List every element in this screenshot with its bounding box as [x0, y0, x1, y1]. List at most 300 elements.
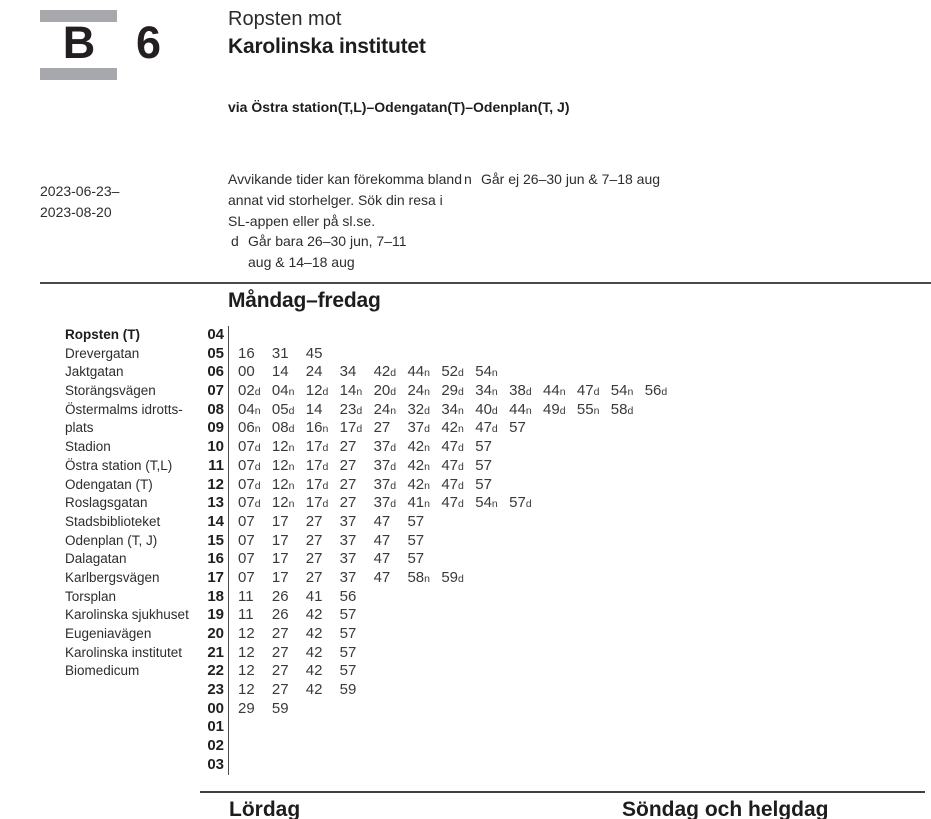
- departure-time: 47d: [441, 475, 464, 493]
- departure-time: 07d: [238, 438, 261, 456]
- departure-time: 57: [407, 550, 425, 568]
- departure-footnote-marker: d: [593, 386, 600, 399]
- departure-time: 37: [339, 568, 357, 586]
- departure-time: 42: [305, 625, 323, 642]
- departure-minutes: [228, 662, 905, 681]
- stop-name: Jaktgatan: [65, 364, 124, 380]
- departure-time: 20d: [373, 382, 397, 400]
- departure-time: 44n: [543, 382, 566, 400]
- departure-footnote-marker: d: [356, 423, 363, 436]
- departure-minutes: [228, 494, 905, 513]
- departure-time: 27: [305, 531, 323, 549]
- timetable-row: [65, 419, 905, 438]
- departure-time: 27: [271, 625, 289, 642]
- departure-time: 57: [407, 531, 425, 549]
- footnote-d-line: aug & 14–18 aug: [248, 253, 355, 270]
- departure-footnote-marker: n: [288, 460, 295, 473]
- stop-name: [65, 700, 200, 719]
- hour-label: 00: [207, 699, 224, 717]
- hour-label: 16: [207, 550, 224, 568]
- departure-footnote-marker: d: [390, 367, 397, 380]
- departure-minutes: [228, 644, 905, 663]
- departure-footnote-marker: d: [322, 386, 329, 399]
- departure-time: 27: [373, 419, 391, 437]
- departure-footnote-marker: n: [390, 404, 397, 417]
- departure-time: 37d: [373, 438, 397, 456]
- departure-time: 40d: [475, 400, 498, 418]
- timetable-row: [65, 401, 905, 420]
- departure-time: 34: [339, 363, 357, 381]
- weekday-timetable: [65, 326, 905, 775]
- departure-time: 27: [339, 438, 357, 456]
- timetable-row: [65, 513, 905, 532]
- hour-label: 02: [207, 737, 224, 755]
- hour-label: 15: [207, 531, 224, 549]
- departure-footnote-marker: d: [254, 479, 261, 492]
- departure-time: 44n: [509, 400, 532, 418]
- departure-time: 17d: [305, 438, 329, 456]
- departure-minutes: [228, 438, 905, 457]
- hour-label: 22: [207, 662, 224, 680]
- departure-time: 54n: [475, 494, 498, 512]
- departure-footnote-marker: d: [491, 404, 498, 417]
- departure-time: 14: [305, 400, 323, 418]
- departure-time: 47d: [441, 494, 464, 512]
- departure-minutes: [228, 625, 905, 644]
- departure-time: 27: [305, 512, 323, 530]
- departure-time: 24: [305, 363, 323, 381]
- departure-minutes: [228, 532, 905, 551]
- departure-footnote-marker: n: [288, 386, 295, 399]
- departure-minutes: [228, 326, 905, 345]
- departure-time: 17: [271, 550, 289, 568]
- departure-time: 47: [373, 531, 391, 549]
- stop-name: [65, 681, 200, 700]
- departure-time: 41n: [407, 494, 430, 512]
- departure-time: 42n: [407, 456, 430, 474]
- departure-footnote-marker: n: [593, 404, 600, 417]
- departure-time: 17d: [305, 494, 329, 512]
- departure-time: 47: [373, 512, 391, 530]
- timetable-row: [65, 438, 905, 457]
- departure-time: 12: [238, 662, 255, 680]
- departure-footnote-marker: n: [559, 386, 566, 399]
- departure-time: 14n: [339, 382, 363, 400]
- stop-name: Odenplan (T, J): [65, 532, 158, 548]
- departure-minutes: [228, 382, 905, 401]
- departure-time: 54n: [475, 363, 498, 381]
- departure-time: 17d: [305, 456, 329, 474]
- departure-footnote-marker: d: [390, 479, 397, 492]
- departure-minutes: [228, 681, 905, 700]
- timetable-row: [65, 588, 905, 607]
- validity-period: [40, 181, 119, 223]
- hour-label: 06: [207, 363, 224, 381]
- hour-label: 11: [208, 456, 224, 474]
- departure-footnote-marker: d: [525, 386, 532, 399]
- departure-time: 08d: [271, 419, 295, 437]
- departure-footnote-marker: d: [424, 404, 430, 417]
- stop-name: Biomedicum: [65, 663, 140, 679]
- hour-label: 13: [207, 494, 224, 512]
- departure-time: 07d: [238, 475, 261, 493]
- departure-footnote-marker: d: [254, 386, 261, 399]
- departure-footnote-marker: d: [627, 404, 634, 417]
- departure-time: 12: [238, 643, 255, 661]
- departure-time: 07d: [238, 494, 261, 512]
- timetable-row: [65, 457, 905, 476]
- stop-name: Östra station (T,L): [65, 457, 173, 473]
- departure-time: 37: [339, 550, 357, 568]
- departure-time: 17: [271, 568, 289, 586]
- departure-time: 59d: [441, 568, 464, 586]
- departure-minutes: [228, 700, 905, 719]
- timetable-row: [65, 737, 905, 756]
- departure-time: 37d: [373, 475, 397, 493]
- departure-footnote-marker: d: [458, 460, 464, 473]
- saturday-heading: Lördag: [229, 798, 301, 819]
- departure-minutes: [228, 401, 905, 420]
- departure-time: 42: [305, 662, 323, 680]
- departure-time: 47: [373, 550, 391, 568]
- stop-name: Drevergatan: [65, 345, 140, 361]
- departure-time: 37d: [373, 456, 397, 474]
- departure-time: 29: [238, 699, 255, 717]
- departure-minutes: [228, 588, 905, 607]
- departure-footnote-marker: d: [458, 479, 464, 492]
- stop-name: Eugeniavägen: [65, 626, 152, 641]
- departure-time: 42: [305, 681, 323, 699]
- footnote-d-symbol: d: [231, 233, 239, 249]
- info-note: [228, 169, 462, 232]
- timetable-row: [65, 681, 905, 700]
- timetable-row: [65, 532, 905, 551]
- departure-minutes: [228, 363, 905, 382]
- departure-footnote-marker: d: [254, 498, 261, 511]
- departure-time: 37d: [373, 494, 397, 512]
- departure-footnote-marker: d: [390, 460, 397, 473]
- hour-label: 03: [207, 755, 224, 773]
- stop-name: Dalagatan: [65, 551, 127, 567]
- departure-time: 42: [305, 643, 323, 661]
- departure-footnote-marker: n: [254, 423, 261, 436]
- timetable-row: [65, 662, 905, 681]
- departure-time: 17: [271, 512, 289, 530]
- departure-time: 47d: [576, 382, 600, 400]
- info-note-line: annat vid storhelger. Sök din resa i: [228, 192, 443, 208]
- stop-name: Storängsvägen: [65, 383, 156, 399]
- stop-name: Karlbergsvägen: [65, 569, 160, 585]
- sunday-heading: Söndag och helgdag: [622, 798, 829, 819]
- section-divider-bottom: [200, 791, 925, 793]
- departure-minutes: [228, 569, 905, 588]
- timetable-row: [65, 625, 905, 644]
- departure-time: 27: [339, 456, 357, 474]
- departure-footnote-marker: n: [288, 479, 295, 492]
- departure-time: 56: [339, 587, 357, 605]
- departure-time: 27: [305, 550, 323, 568]
- footnote-n-text: [481, 169, 660, 190]
- hour-label: 04: [207, 326, 224, 343]
- timetable-row: [65, 345, 905, 364]
- hour-label: 14: [207, 512, 224, 530]
- departure-time: 17d: [305, 475, 329, 493]
- stop-name: [65, 718, 200, 737]
- departure-time: 56d: [644, 382, 668, 400]
- stop-name: Stadsbiblioteket: [65, 513, 161, 529]
- departure-time: 05d: [271, 400, 295, 418]
- timetable-row: [65, 700, 905, 719]
- departure-time: 17d: [339, 419, 363, 437]
- route-via: via Östra station(T,L)–Odengatan(T)–Odenplan(T, J): [228, 99, 570, 115]
- departure-time: 38d: [509, 382, 532, 400]
- departure-time: 58n: [407, 568, 430, 586]
- departure-footnote-marker: d: [424, 423, 430, 436]
- departure-minutes: [228, 550, 905, 569]
- departure-time: 57: [339, 662, 357, 680]
- validity-start: 2023-06-23–: [40, 183, 120, 199]
- info-note-line: Avvikande tider kan förekomma bland: [228, 171, 462, 187]
- departure-footnote-marker: d: [356, 404, 363, 417]
- departure-time: 16: [238, 344, 255, 362]
- departure-time: 42n: [441, 419, 464, 437]
- departure-footnote-marker: n: [254, 404, 261, 417]
- departure-time: 45: [305, 344, 323, 362]
- departure-time: 42: [305, 606, 323, 624]
- departure-time: 47d: [441, 438, 464, 456]
- departure-minutes: [228, 419, 905, 438]
- timetable-row: [65, 569, 905, 588]
- stop-name: Karolinska sjukhuset: [65, 607, 189, 623]
- departure-time: 07: [238, 568, 255, 586]
- departure-time: 17: [271, 531, 289, 549]
- departure-minutes: [228, 737, 905, 756]
- route-origin: Ropsten mot: [228, 8, 342, 30]
- departure-footnote-marker: n: [424, 498, 430, 511]
- hour-label: 08: [207, 400, 224, 418]
- departure-time: 11: [238, 606, 254, 624]
- departure-time: 04n: [238, 400, 261, 418]
- departure-time: 29d: [441, 382, 464, 400]
- departure-time: 26: [271, 606, 289, 624]
- departure-time: 57: [475, 475, 492, 493]
- departure-time: 07d: [238, 456, 261, 474]
- departure-time: 31: [271, 344, 289, 362]
- departure-footnote-marker: d: [525, 498, 532, 511]
- departure-time: 59: [271, 699, 289, 717]
- stop-name: Karolinska institutet: [65, 644, 183, 660]
- departure-footnote-marker: n: [491, 367, 498, 380]
- zone-letter: B: [62, 17, 95, 68]
- departure-footnote-marker: d: [661, 386, 668, 399]
- zone-bar-bottom: [40, 68, 117, 80]
- hour-label: 12: [207, 475, 224, 493]
- departure-time: 52d: [441, 363, 464, 381]
- stop-name: Stadion: [65, 439, 111, 455]
- departure-time: 27: [305, 568, 323, 586]
- departure-footnote-marker: d: [322, 442, 329, 455]
- departure-time: 47d: [475, 419, 498, 437]
- timetable-row: [65, 363, 905, 382]
- departure-time: 57d: [509, 494, 532, 512]
- timetable-row: [65, 494, 905, 513]
- departure-footnote-marker: n: [424, 442, 430, 455]
- departure-footnote-marker: n: [288, 442, 295, 455]
- departure-footnote-marker: d: [491, 423, 498, 436]
- departure-footnote-marker: n: [491, 498, 498, 511]
- departure-time: 14: [271, 363, 289, 381]
- stop-name: Torsplan: [65, 588, 117, 604]
- departure-time: 00: [238, 363, 255, 381]
- departure-time: 04n: [271, 382, 295, 400]
- hour-label: 18: [207, 587, 224, 605]
- stop-name: Östermalms idrotts-: [65, 401, 183, 417]
- departure-time: 12n: [271, 475, 295, 493]
- departure-time: 37d: [407, 419, 430, 437]
- departure-footnote-marker: d: [288, 404, 295, 417]
- departure-time: 27: [339, 475, 357, 493]
- departure-footnote-marker: d: [390, 498, 397, 511]
- departure-time: 47d: [441, 456, 464, 474]
- section-divider-top: [40, 282, 931, 284]
- departure-time: 34n: [475, 382, 498, 400]
- timetable-row: [65, 644, 905, 663]
- stop-name: Roslagsgatan: [65, 495, 148, 511]
- departure-time: 57: [339, 643, 357, 661]
- departure-footnote-marker: n: [424, 460, 430, 473]
- footnote-n-symbol: n: [464, 171, 472, 187]
- departure-time: 57: [407, 512, 425, 530]
- departure-footnote-marker: d: [390, 386, 397, 399]
- hour-label: 09: [207, 419, 224, 437]
- departure-time: 57: [475, 456, 492, 474]
- departure-footnote-marker: n: [322, 423, 329, 436]
- departure-time: 07: [238, 512, 255, 530]
- hour-label: 07: [207, 382, 224, 400]
- departure-footnote-marker: d: [254, 442, 261, 455]
- departure-footnote-marker: d: [254, 460, 261, 473]
- departure-minutes: [228, 457, 905, 476]
- departure-footnote-marker: d: [322, 498, 329, 511]
- departure-footnote-marker: d: [458, 367, 464, 380]
- departure-time: 12n: [271, 438, 295, 456]
- departure-footnote-marker: n: [491, 386, 498, 399]
- departure-time: 37: [339, 531, 357, 549]
- departure-footnote-marker: n: [424, 572, 430, 585]
- departure-footnote-marker: n: [458, 404, 464, 417]
- departure-time: 07: [238, 531, 255, 549]
- departure-footnote-marker: d: [322, 460, 329, 473]
- hour-label: 17: [207, 568, 224, 586]
- departure-minutes: [228, 756, 905, 775]
- stop-name: [65, 756, 200, 775]
- departure-time: 11: [238, 587, 254, 605]
- departure-time: 44n: [407, 363, 430, 381]
- departure-time: 12: [238, 625, 255, 642]
- departure-time: 24n: [373, 400, 397, 418]
- departure-time: 12: [238, 681, 255, 699]
- departure-minutes: [228, 345, 905, 364]
- departure-footnote-marker: d: [458, 498, 464, 511]
- departure-footnote-marker: d: [458, 572, 464, 585]
- stop-name: Ropsten (T): [65, 327, 140, 342]
- hour-label: 23: [207, 681, 224, 699]
- departure-footnote-marker: n: [288, 498, 295, 511]
- departure-footnote-marker: n: [424, 386, 430, 399]
- hour-label: 05: [207, 344, 224, 362]
- departure-time: 34n: [441, 400, 464, 418]
- departure-time: 12n: [271, 494, 295, 512]
- timetable-row: [65, 756, 905, 775]
- hour-label: 10: [207, 438, 224, 456]
- departure-footnote-marker: d: [390, 442, 397, 455]
- departure-time: 27: [271, 643, 289, 661]
- departure-time: 24n: [407, 382, 430, 400]
- departure-footnote-marker: n: [424, 479, 430, 492]
- departure-time: 27: [271, 662, 289, 680]
- departure-time: 16n: [305, 419, 329, 437]
- timetable-row: [65, 326, 905, 345]
- departure-time: 42n: [407, 438, 430, 456]
- footnote-n: [464, 169, 660, 190]
- departure-time: 57: [509, 419, 526, 437]
- departure-minutes: [228, 513, 905, 532]
- footnote-d: [231, 231, 407, 272]
- footnote-n-line: Går ej 26–30 jun & 7–18 aug: [481, 171, 661, 187]
- stop-name: Odengatan (T): [65, 476, 153, 492]
- departure-footnote-marker: d: [288, 423, 295, 436]
- departure-time: 49d: [543, 400, 566, 418]
- footnote-d-line: Går bara 26–30 jun, 7–11: [248, 233, 407, 249]
- departure-footnote-marker: n: [627, 386, 634, 399]
- departure-time: 41: [305, 587, 323, 605]
- departure-time: 42d: [373, 363, 397, 381]
- departure-footnote-marker: d: [559, 404, 566, 417]
- departure-time: 54n: [610, 382, 634, 400]
- departure-time: 57: [339, 606, 357, 624]
- departure-footnote-marker: n: [424, 367, 430, 380]
- timetable-row: [65, 606, 905, 625]
- departure-footnote-marker: n: [525, 404, 532, 417]
- departure-time: 57: [475, 438, 492, 456]
- departure-time: 32d: [407, 400, 430, 418]
- validity-end: 2023-08-20: [40, 204, 112, 220]
- departure-footnote-marker: d: [458, 386, 464, 399]
- departure-footnote-marker: n: [458, 423, 464, 436]
- line-number: 6: [135, 17, 161, 68]
- departure-time: 27: [339, 494, 357, 512]
- departure-time: 23d: [339, 400, 363, 418]
- departure-time: 58d: [610, 400, 634, 418]
- departure-time: 26: [271, 587, 289, 605]
- departure-time: 12n: [271, 456, 295, 474]
- departure-time: 02d: [238, 382, 261, 400]
- timetable-row: [65, 382, 905, 401]
- departure-footnote-marker: d: [458, 442, 464, 455]
- hour-label: 19: [207, 606, 224, 624]
- departure-time: 12d: [305, 382, 329, 400]
- route-destination: Karolinska institutet: [228, 35, 426, 58]
- departure-time: 47: [373, 568, 391, 586]
- hour-label: 20: [207, 625, 224, 642]
- footnote-d-text: [248, 231, 407, 272]
- timetable-row: [65, 476, 905, 495]
- weekday-heading: Måndag–fredag: [228, 289, 381, 312]
- hour-label: 01: [207, 718, 224, 736]
- timetable-row: [65, 550, 905, 569]
- departure-footnote-marker: n: [356, 386, 363, 399]
- stop-name: [65, 737, 200, 756]
